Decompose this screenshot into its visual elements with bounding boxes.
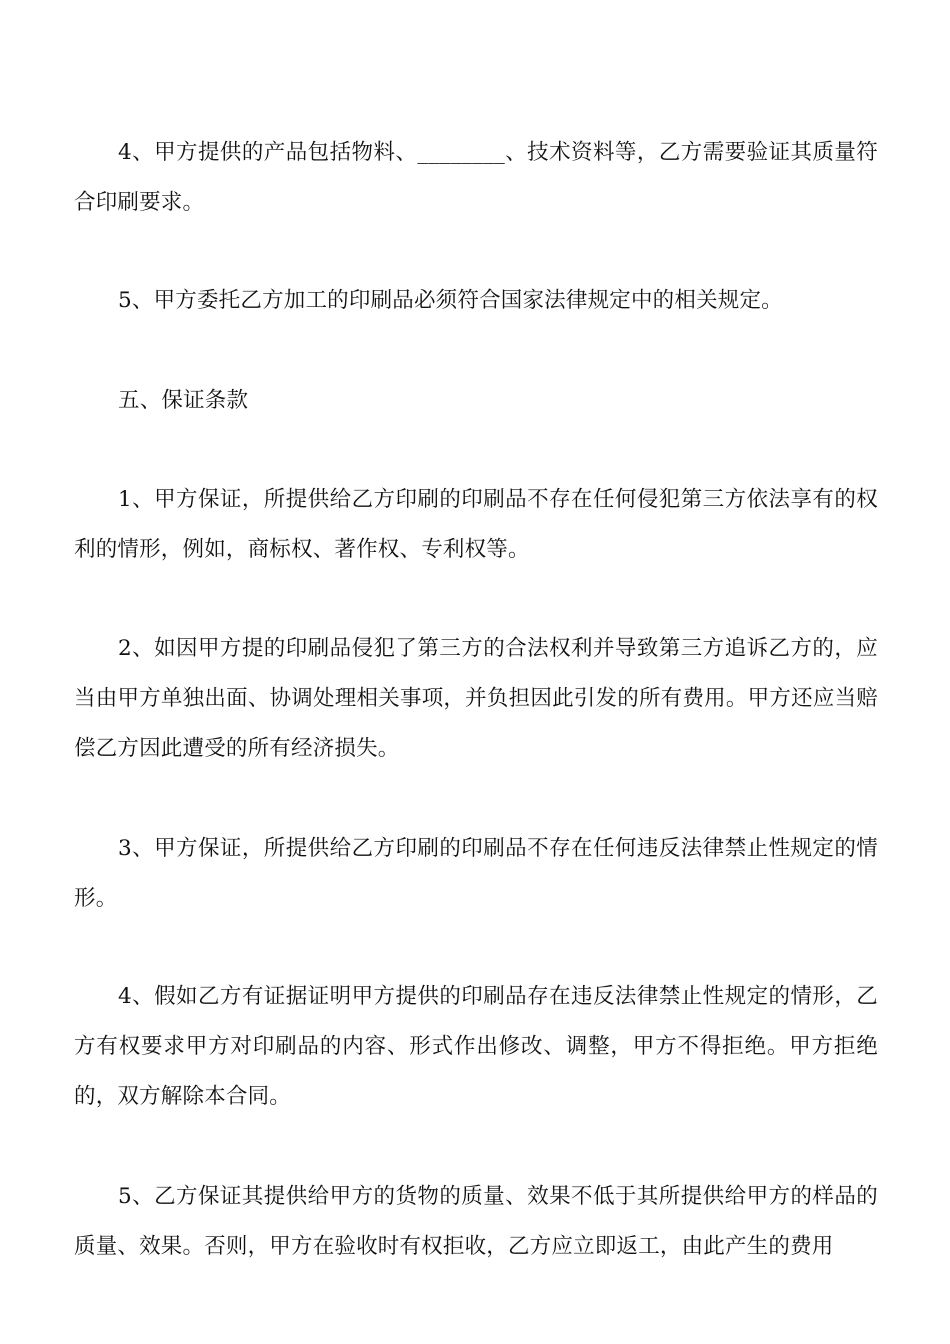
clause-5-legal-compliance: 5、甲方委托乙方加工的印刷品必须符合国家法律规定中的相关规定。: [118, 288, 783, 313]
clause-4-materials: 4、甲方提供的产品包括物料、________、技术资料等，乙方需要验证其质量符合印刷要求。: [74, 140, 878, 215]
section-heading-guarantee: 五、保证条款: [118, 388, 249, 413]
guarantee-clause-3: 3、甲方保证，所提供给乙方印刷的印刷品不存在任何违反法律禁止性规定的情形。: [74, 836, 878, 911]
guarantee-clause-4: 4、假如乙方有证据证明甲方提供的印刷品存在违反法律禁止性规定的情形，乙方有权要求甲方对印刷品的内容、形式作出修改、调整，甲方不得拒绝。甲方拒绝的，双方解除本合同。: [74, 984, 878, 1109]
guarantee-clause-1: 1、甲方保证，所提供给乙方印刷的印刷品不存在任何侵犯第三方依法享有的权利的情形，例如，商标权、著作权、专利权等。: [74, 487, 878, 562]
guarantee-clause-2: 2、如因甲方提的印刷品侵犯了第三方的合法权利并导致第三方追诉乙方的，应当由甲方单独出面、协调处理相关事项，并负担因此引发的所有费用。甲方还应当赔偿乙方因此遭受的所有经济损失。: [74, 636, 878, 761]
guarantee-clause-5: 5、乙方保证其提供给甲方的货物的质量、效果不低于其所提供给甲方的样品的质量、效果。否则，甲方在验收时有权拒收，乙方应立即返工，由此产生的费用: [74, 1184, 878, 1259]
